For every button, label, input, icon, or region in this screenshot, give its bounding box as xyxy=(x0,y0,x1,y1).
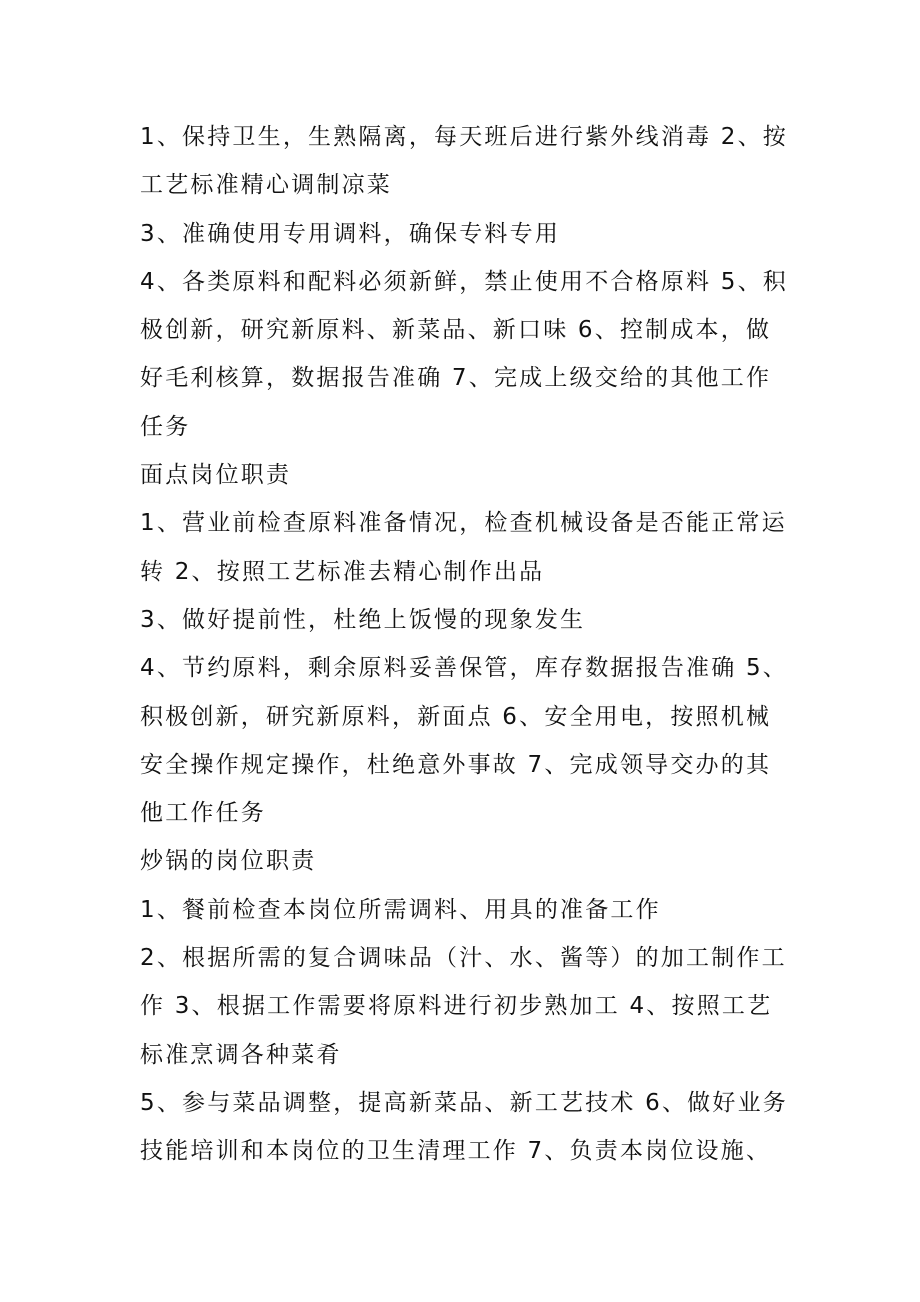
text-line: 5、参与菜品调整，提高新菜品、新工艺技术 6、做好业务 xyxy=(140,1089,788,1116)
text-line: 安全操作规定操作，杜绝意外事故 7、完成领导交办的其 xyxy=(140,751,772,778)
text-line: 技能培训和本岗位的卫生清理工作 7、负责本岗位设施、 xyxy=(140,1138,772,1165)
document-body xyxy=(140,113,790,1176)
text-line: 任务 xyxy=(140,413,191,440)
section-heading: 炒锅的岗位职责 xyxy=(140,848,317,875)
text-line: 标准烹调各种菜肴 xyxy=(140,1041,342,1068)
text-line: 2、根据所需的复合调味品（汁、水、酱等）的加工制作工 xyxy=(140,945,787,972)
text-line: 工艺标准精心调制凉菜 xyxy=(140,172,392,199)
text-line: 他工作任务 xyxy=(140,800,266,827)
text-line: 3、做好提前性，杜绝上饭慢的现象发生 xyxy=(140,606,586,633)
text-line: 转 2、按照工艺标准去精心制作出品 xyxy=(140,558,545,585)
text-line: 1、保持卫生，生熟隔离，每天班后进行紫外线消毒 2、按 xyxy=(140,124,788,150)
text-line: 积极创新，研究新原料，新面点 6、安全用电，按照机械 xyxy=(140,703,772,730)
text-line: 1、餐前检查本岗位所需调料、用具的准备工作 xyxy=(140,896,661,923)
text-line: 4、节约原料，剩余原料妥善保管，库存数据报告准确 5、 xyxy=(140,655,788,682)
text-line: 好毛利核算，数据报告准确 7、完成上级交给的其他工作 xyxy=(140,365,772,392)
text-line: 极创新，研究新原料、新菜品、新口味 6、控制成本，做 xyxy=(140,317,772,344)
text-line: 4、各类原料和配料必须新鲜，禁止使用不合格原料 5、积 xyxy=(140,268,788,295)
section-heading: 面点岗位职责 xyxy=(140,462,292,489)
text-line: 3、准确使用专用调料，确保专料专用 xyxy=(140,220,561,247)
text-line: 作 3、根据工作需要将原料进行初步熟加工 4、按照工艺 xyxy=(140,993,773,1020)
text-line: 1、营业前检查原料准备情况，检查机械设备是否能正常运 xyxy=(140,510,787,537)
